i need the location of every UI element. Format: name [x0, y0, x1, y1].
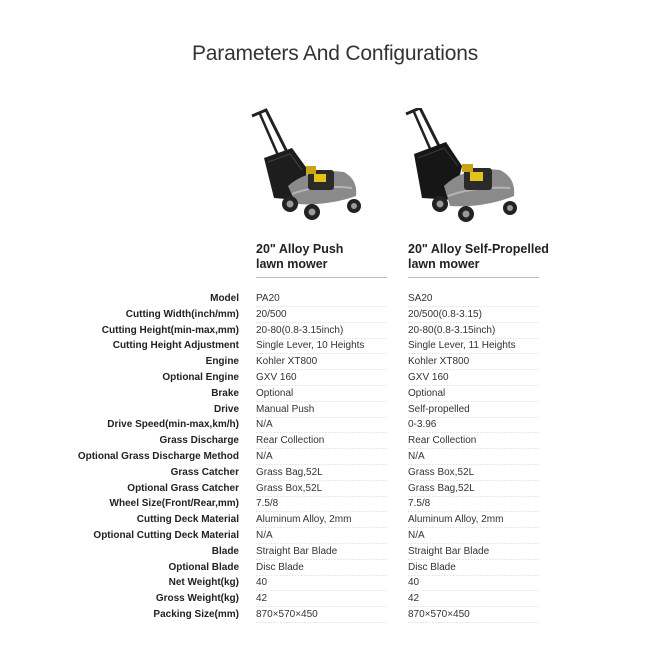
spec-label: Cutting Width(inch/mm)	[125, 308, 239, 320]
spec-label: Blade	[211, 545, 239, 557]
table-row	[0, 386, 670, 402]
product-name-line1: 20" Alloy Self-Propelled	[408, 242, 549, 256]
table-row	[0, 370, 670, 386]
spec-value-self-propelled: GXV 160	[408, 370, 539, 386]
table-row	[0, 575, 670, 591]
spec-label: Optional Engine	[162, 372, 239, 383]
spec-value-push: N/A	[256, 528, 387, 544]
spec-label: Net Weight(kg)	[168, 577, 239, 589]
spec-value-self-propelled: Optional	[408, 386, 539, 402]
spec-label: Wheel Size(Front/Rear,mm)	[109, 498, 239, 510]
product-name-line2: lawn mower	[408, 257, 480, 271]
spec-value-self-propelled: N/A	[408, 449, 539, 465]
table-row	[0, 481, 670, 497]
spec-label: Cutting Height Adjustment	[112, 340, 239, 352]
spec-value-self-propelled: 20/500(0.8-3.15)	[408, 307, 539, 323]
page-title: Parameters And Configurations	[191, 42, 479, 65]
spec-label: Grass Discharge	[159, 435, 239, 447]
spec-value-push: 20/500	[256, 307, 387, 323]
spec-value-push: Single Lever, 10 Heights	[256, 338, 387, 354]
table-row	[0, 512, 670, 528]
spec-label: Brake	[211, 387, 239, 399]
spec-value-push: 42	[256, 591, 387, 607]
spec-value-self-propelled: Grass Bag,52L	[408, 481, 539, 497]
spec-label: Optional Grass Discharge Method	[77, 451, 239, 462]
spec-label: Optional Cutting Deck Material	[93, 530, 239, 541]
product-name-self-propelled	[408, 242, 549, 272]
table-row	[0, 338, 670, 354]
table-row	[0, 560, 670, 576]
spec-value-self-propelled: Disc Blade	[408, 560, 539, 576]
spec-label: Engine	[205, 356, 239, 368]
spec-label: Optional Blade	[168, 561, 239, 573]
spec-label: Drive Speed(min-max,km/h)	[107, 419, 239, 431]
divider	[256, 277, 387, 278]
table-row	[0, 433, 670, 449]
table-row	[0, 291, 670, 307]
table-row	[0, 354, 670, 370]
product-name-line2: lawn mower	[256, 257, 328, 271]
spec-label: Model	[210, 293, 239, 304]
spec-value-push: Optional	[256, 386, 387, 402]
spec-value-self-propelled: Rear Collection	[408, 433, 539, 449]
spec-value-self-propelled: 40	[408, 575, 539, 591]
spec-label: Grass Catcher	[170, 466, 239, 478]
spec-value-self-propelled: Self-propelled	[408, 402, 539, 418]
spec-value-push: Grass Bag,52L	[256, 465, 387, 481]
spec-value-self-propelled: Grass Box,52L	[408, 465, 539, 481]
spec-value-self-propelled: 0-3.96	[408, 417, 539, 433]
spec-value-push: N/A	[256, 449, 387, 465]
spec-value-self-propelled: 7.5/8	[408, 496, 539, 512]
spec-label: Packing Size(mm)	[153, 609, 239, 620]
table-row	[0, 323, 670, 339]
spec-value-push: Grass Box,52L	[256, 481, 387, 497]
spec-value-push: PA20	[256, 291, 387, 307]
table-row	[0, 465, 670, 481]
spec-value-push: 7.5/8	[256, 496, 387, 512]
spec-value-push: Manual Push	[256, 402, 387, 418]
spec-value-push: 20-80(0.8-3.15inch)	[256, 323, 387, 339]
spec-value-push: 870×570×450	[256, 607, 387, 623]
table-row	[0, 496, 670, 512]
spec-label: Cutting Deck Material	[136, 514, 239, 526]
spec-label: Drive	[213, 403, 239, 415]
spec-value-self-propelled: SA20	[408, 291, 539, 307]
spec-value-self-propelled: Single Lever, 11 Heights	[408, 338, 539, 354]
table-row	[0, 528, 670, 544]
spec-value-self-propelled: N/A	[408, 528, 539, 544]
spec-value-self-propelled: 870×570×450	[408, 607, 539, 623]
table-row	[0, 402, 670, 418]
spec-value-push: Rear Collection	[256, 433, 387, 449]
spec-value-self-propelled: Straight Bar Blade	[408, 544, 539, 560]
product-name-push	[256, 242, 343, 272]
table-row	[0, 544, 670, 560]
spec-value-push: Disc Blade	[256, 560, 387, 576]
self-propelled-mower-image	[400, 108, 540, 223]
spec-value-push: GXV 160	[256, 370, 387, 386]
spec-value-self-propelled: 20-80(0.8-3.15inch)	[408, 323, 539, 339]
product-name-line1: 20" Alloy Push	[256, 242, 344, 256]
spec-value-self-propelled: 42	[408, 591, 539, 607]
table-row	[0, 307, 670, 323]
table-row	[0, 591, 670, 607]
spec-value-push: Kohler XT800	[256, 354, 387, 370]
table-row	[0, 417, 670, 433]
push-mower-image	[248, 108, 388, 223]
divider	[408, 277, 539, 278]
spec-label: Cutting Height(min-max,mm)	[101, 324, 239, 336]
spec-value-self-propelled: Kohler XT800	[408, 354, 539, 370]
spec-label: Gross Weight(kg)	[155, 593, 239, 605]
spec-value-push: 40	[256, 575, 387, 591]
spec-label: Optional Grass Catcher	[127, 482, 239, 494]
spec-value-push: Straight Bar Blade	[256, 544, 387, 560]
table-row	[0, 607, 670, 623]
spec-value-self-propelled: Aluminum Alloy, 2mm	[408, 512, 539, 528]
spec-value-push: N/A	[256, 417, 387, 433]
spec-value-push: Aluminum Alloy, 2mm	[256, 512, 387, 528]
table-row	[0, 449, 670, 465]
